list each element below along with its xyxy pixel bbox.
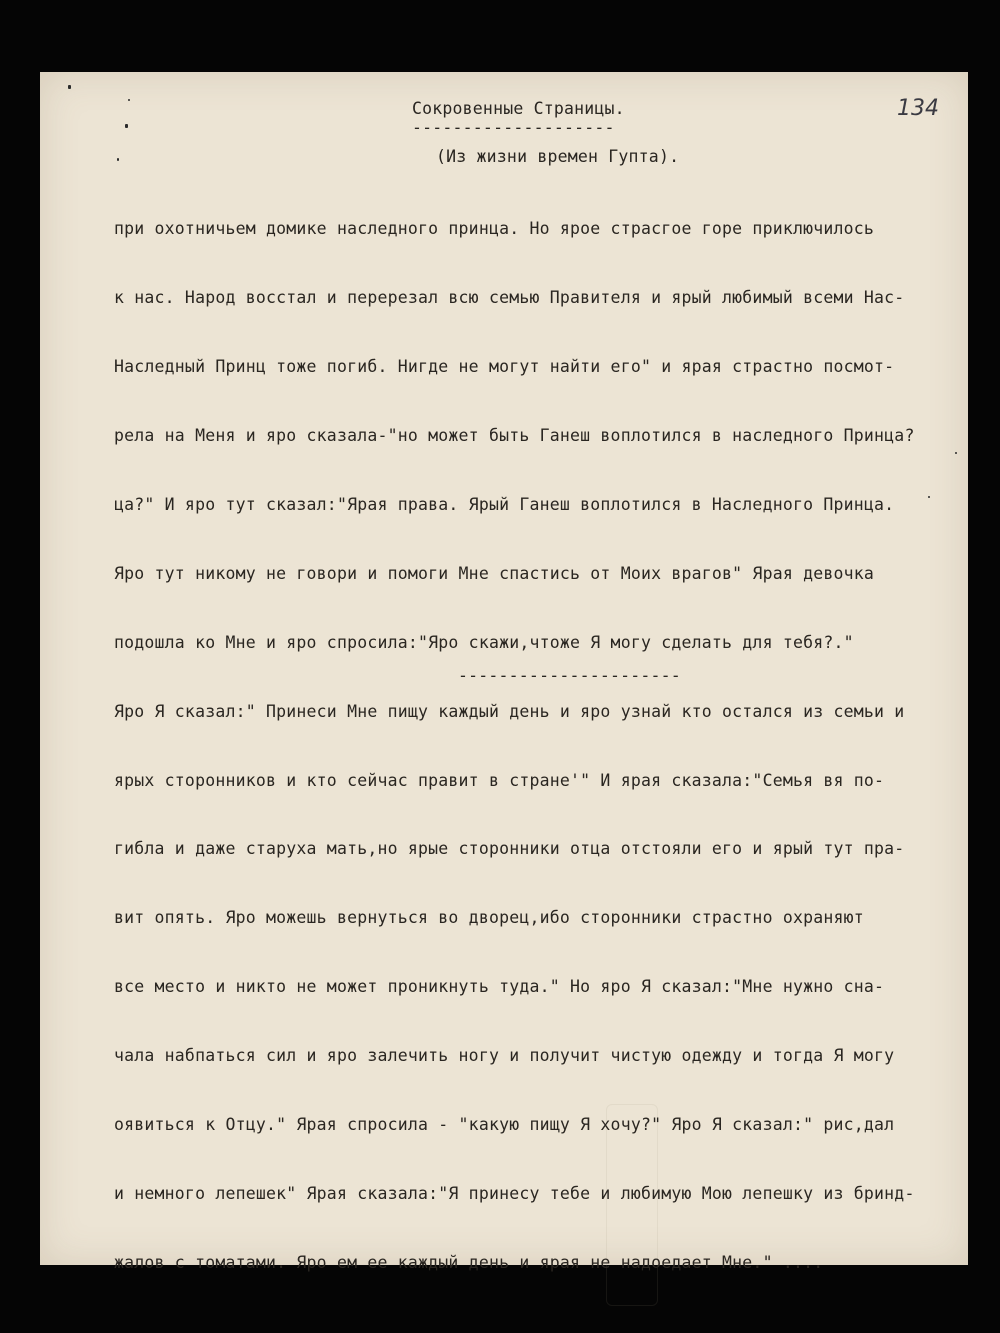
- ink-speck: [128, 99, 130, 101]
- text-line: и немного лепешек" Ярая сказала:"Я принесу тебе и любимую Мою лепешку из бринд-: [114, 1184, 915, 1204]
- text-line: подошла ко Мне и яро спросила:"Яро скажи,чтоже Я могу сделать для тебя?.": [114, 632, 854, 652]
- text-line: жалов с томатами. Яро ем ее каждый день и ярая не надоедает Мне." ....: [114, 1253, 824, 1273]
- closing-rule: ----------------------: [458, 666, 681, 685]
- text-line: гибла и даже старуха мать,но ярые сторонники отца отстояли его и ярый тут пра-: [114, 839, 905, 859]
- text-line: Яро тут никому не говори и помоги Мне спастись от Моих врагов" Ярая девочка: [114, 563, 875, 583]
- title-underline: --------------------: [412, 118, 615, 137]
- ink-speck: [68, 85, 71, 89]
- text-line: рела на Меня и яро сказала-"но может быть Ганеш воплотился в наследного Принца?: [114, 425, 915, 445]
- text-line: чала набпаться сил и яро залечить ногу и получит чистую одежду и тогда Я могу: [114, 1046, 895, 1066]
- document-title: Сокровенные Страницы.: [412, 99, 625, 118]
- body-text: [114, 176, 974, 1317]
- text-line: все место и никто не может проникнуть туда." Но яро Я сказал:"Мне нужно сна-: [114, 977, 885, 997]
- document-subtitle: (Из жизни времен Гупта).: [436, 147, 680, 166]
- text-line: к нас. Народ восстал и перерезал всю семью Правителя и ярый любимый всеми Нас-: [114, 287, 905, 307]
- text-line: Наследный Принц тоже погиб. Нигде не могут найти его" и ярая страстно посмот-: [114, 356, 895, 376]
- text-line: Яро Я сказал:" Принеси Мне пищу каждый день и яро узнай кто остался из семьи и: [114, 701, 905, 721]
- text-line: при охотничьем домике наследного принца. Но ярое страсгое горе приключилось: [114, 219, 875, 238]
- ink-speck: [117, 158, 119, 161]
- text-line: ярых сторонников и кто сейчас правит в стране'" И ярая сказала:"Семья вя по-: [114, 770, 885, 790]
- text-line: вит опять. Яро можешь вернуться во дворец,ибо сторонники страстно охраняют: [114, 908, 864, 928]
- ink-speck: [125, 124, 128, 128]
- text-line: ца?" И яро тут сказал:"Ярая права. Ярый Ганеш воплотился в Наследного Принца.: [114, 494, 895, 514]
- text-line: оявиться к Отцу." Ярая спросила - "какую пищу Я хочу?" Яро Я сказал:" рис,дал: [114, 1115, 895, 1135]
- handwritten-page-number: 134: [897, 96, 939, 121]
